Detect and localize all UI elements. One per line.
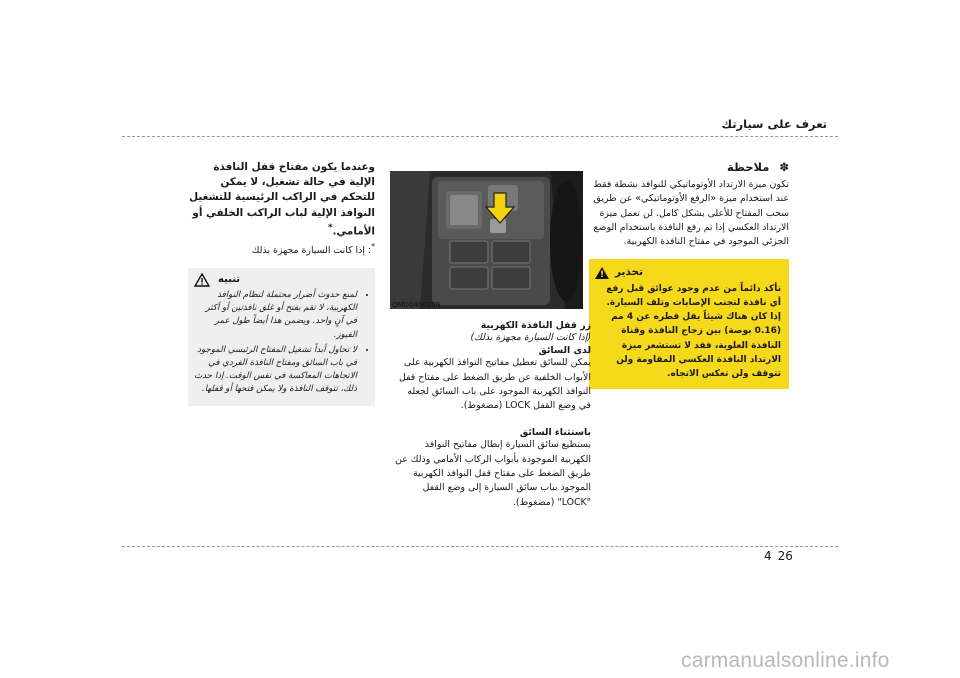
caution-heading <box>194 273 367 287</box>
footnote <box>188 240 375 258</box>
middle-column <box>395 320 591 510</box>
header-divider <box>122 136 838 137</box>
section-title: زر قفل النافذة الكهربية <box>480 320 591 331</box>
warning-triangle-icon: ! <box>595 267 609 279</box>
footnote-text: : إذا كانت السيارة مجهزة بذلك <box>251 245 372 257</box>
note-heading <box>589 160 789 174</box>
warning-heading <box>595 265 781 279</box>
page-index: 26 <box>777 549 793 563</box>
caution-item: • لا تحاول أبداً تشغيل المفتاح الرئيسي الموجود في باب السائق ومفتاح النافذة الفردي في الاتجاهات المعاكسة في نفس الوقت. إذا حدث ذلك، تتوقف النافذة ولا يمكن فتحها أو قفلها. <box>194 344 357 397</box>
watermark: carmanualsonline.info <box>681 649 890 672</box>
driver-body: يمكن للسائق تعطيل مفاتيح النوافذ الكهربية على الأبواب الخلفية عن طريق الضغط على مفتاح قفل النوافذ الكهربية الموجود على باب السائق لجعله في وضع القفل LOCK (مضغوط). <box>398 357 591 412</box>
warning-box <box>589 259 789 389</box>
caution-list <box>194 289 367 397</box>
lead-star: * <box>327 222 333 233</box>
note-body: تكون ميزة الارتداد الأوتوماتيكي للنوافذ نشطة فقط عند استخدام ميزة «الرفع الأوتوماتيكي» عن طريق سحب المفتاح للأعلى بشكل كامل. لن تعمل ميزة الارتداد العكسي إذا تم رفع النافذة باستخدام الوضع الجزئي الموجود في مفتاح النافذة الكهربية. <box>593 179 789 248</box>
page-number <box>764 549 793 563</box>
note-title: ملاحظة <box>727 160 770 174</box>
star-icon: ✽ <box>779 160 789 174</box>
warning-title: تحذير <box>615 266 644 279</box>
passenger-heading: باستثناء السائق <box>519 427 591 439</box>
section-subtitle: (إذا كانت السيارة مجهزة بذلك) <box>470 332 591 343</box>
caution-triangle-icon <box>194 273 210 287</box>
chapter-number: 4 <box>764 549 772 563</box>
footnote-star: * <box>371 242 375 252</box>
left-column <box>188 160 375 406</box>
door-switch-photo <box>390 171 583 309</box>
lead-text: وعندما يكون مفتاح قفل النافذة الإلية في حالة تشغيل، لا يمكن للتحكم في الراكب الرئيسية للتشغيل النوافذ الإلية لباب الراكب الخلفي أو الأمامي. <box>189 161 375 238</box>
caution-box <box>188 268 375 406</box>
driver-heading: لدى السائق <box>538 345 591 357</box>
right-column <box>589 160 789 389</box>
caution-title: تنبيه <box>218 274 241 286</box>
footer-divider <box>122 546 838 547</box>
photo-caption: OMD040020N <box>392 301 441 309</box>
passenger-body: يستطيع سائق السيارة إبطال مفاتيح النوافذ الكهربية الموجودة بأبواب الركاب الأمامي وذلك عن طريق الضغط على مفتاح قفل النوافذ الكهربية الموجود بباب سائق السيارة إلى وضع القفل "LOCK" (مضغوط). <box>395 439 591 508</box>
caution-item: • لمنع حدوث أضرار محتملة لنظام النوافذ الكهربية، لا تقم بفتح أو غلق نافذتين أو أكثر في آنٍ واحد. ويضمن هذا أيضاً طول عمر الفيوز. <box>194 289 357 342</box>
header-title: تعرف على سيارتك <box>721 117 827 131</box>
lead-paragraph <box>188 160 375 239</box>
warning-body: تأكد دائماً من عدم وجود عوائق قبل رفع أي نافذة لتجنب الإصابات وتلف السيارة. إذا كان هناك شيئاً يقل قطره عن 4 مم (0.16 بوصة) بين زجاج النافذة وقناة النافذة العلوية، فقد لا تستشعر ميزة الارتداد النافذة العكسي المقاومة ولن تتوقف ولن تعكس الاتجاه. <box>606 283 781 379</box>
